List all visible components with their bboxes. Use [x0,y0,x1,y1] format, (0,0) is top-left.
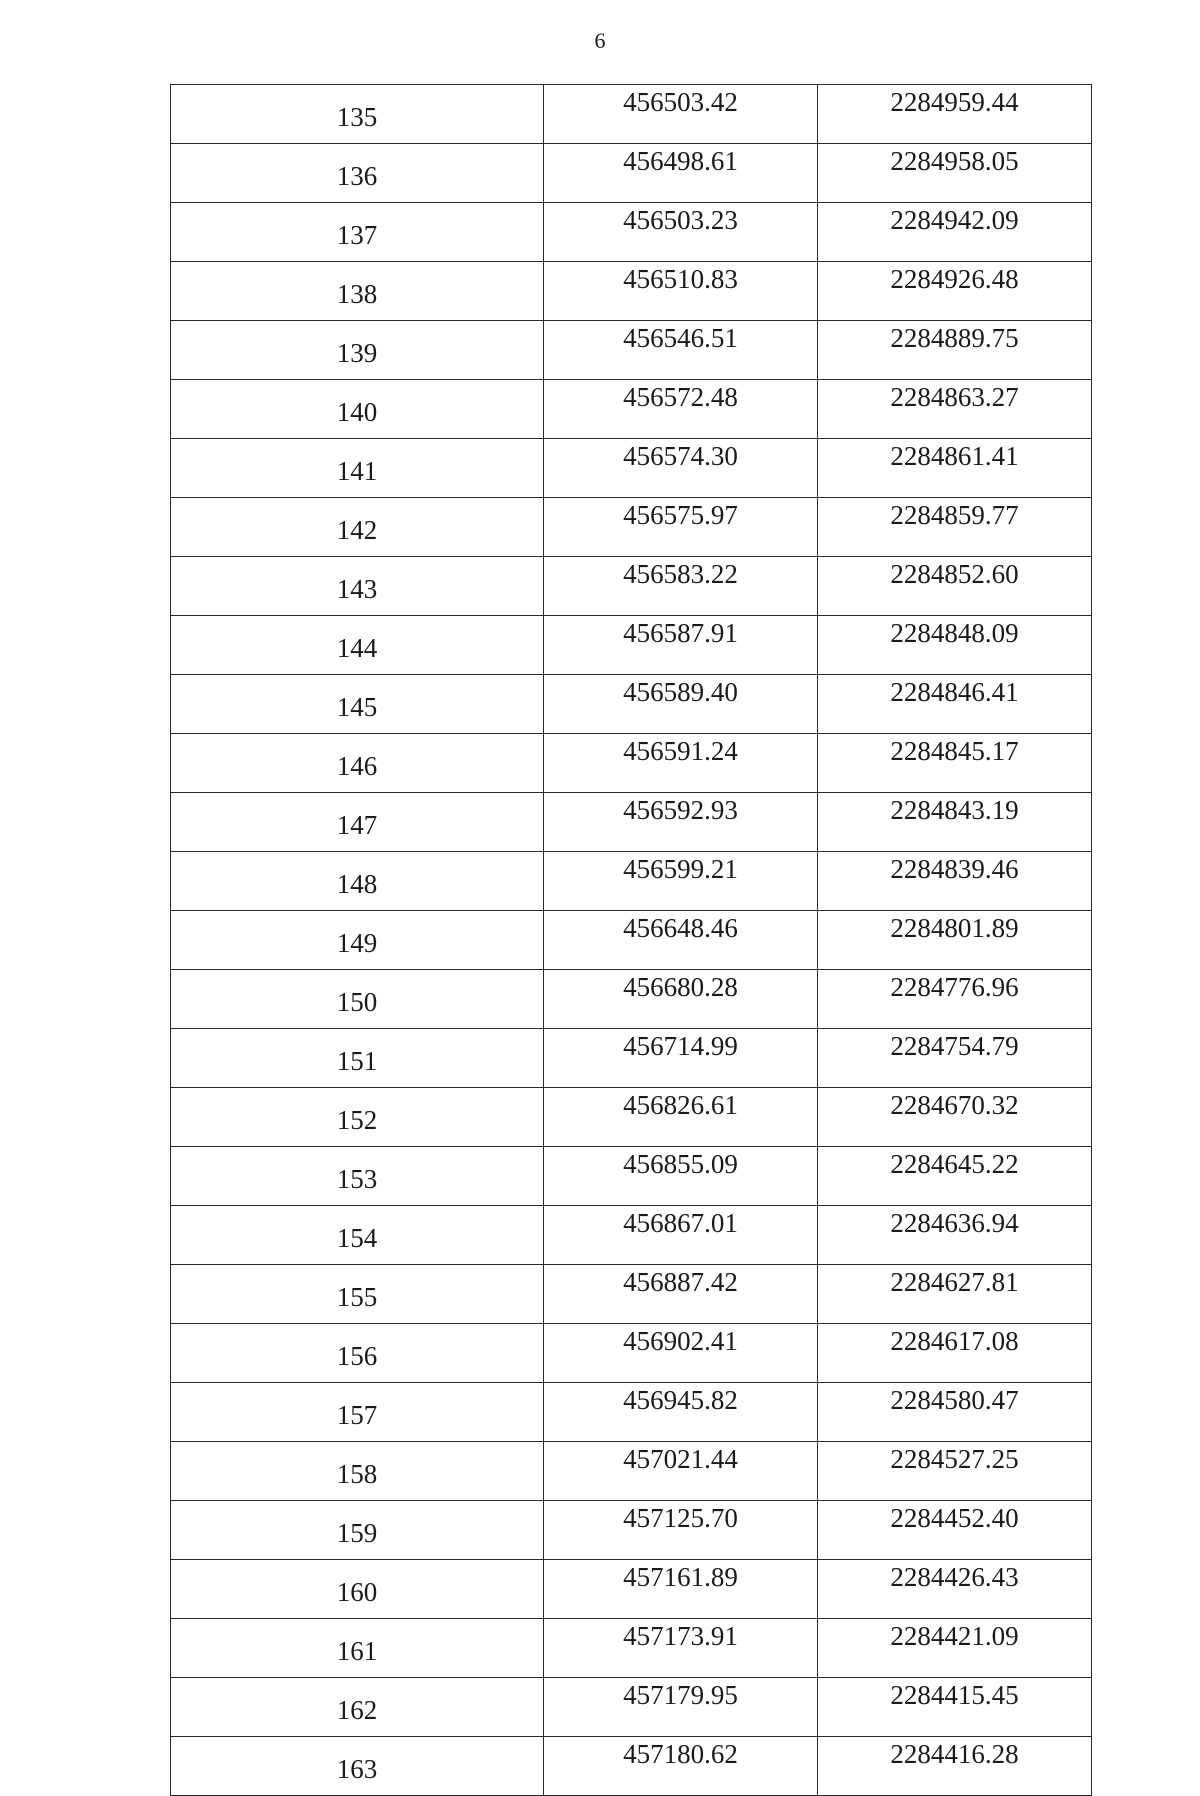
x-coordinate-cell: 456714.99 [544,1029,818,1088]
x-coordinate-cell: 456648.46 [544,911,818,970]
y-coordinate-cell: 2284889.75 [818,321,1092,380]
x-coordinate-cell: 456867.01 [544,1206,818,1265]
table-row [171,1029,1092,1088]
x-coordinate-cell: 456902.41 [544,1324,818,1383]
y-coordinate-cell: 2284426.43 [818,1560,1092,1619]
x-coordinate-cell: 456546.51 [544,321,818,380]
point-number-cell: 156 [171,1324,544,1383]
table-row [171,498,1092,557]
y-coordinate-cell: 2284859.77 [818,498,1092,557]
y-coordinate-cell: 2284645.22 [818,1147,1092,1206]
y-coordinate-cell: 2284848.09 [818,616,1092,675]
table-row [171,1265,1092,1324]
y-coordinate-cell: 2284421.09 [818,1619,1092,1678]
point-number-cell: 144 [171,616,544,675]
y-coordinate-cell: 2284754.79 [818,1029,1092,1088]
x-coordinate-cell: 456587.91 [544,616,818,675]
x-coordinate-cell: 456503.23 [544,203,818,262]
page-number: 6 [594,28,606,53]
table-row [171,616,1092,675]
table-row [171,911,1092,970]
y-coordinate-cell: 2284926.48 [818,262,1092,321]
point-number-cell: 145 [171,675,544,734]
y-coordinate-cell: 2284959.44 [818,85,1092,144]
table-row [171,1560,1092,1619]
x-coordinate-cell: 457180.62 [544,1737,818,1796]
x-coordinate-cell: 456680.28 [544,970,818,1029]
y-coordinate-cell: 2284845.17 [818,734,1092,793]
x-coordinate-cell: 456575.97 [544,498,818,557]
x-coordinate-cell: 456887.42 [544,1265,818,1324]
point-number-cell: 143 [171,557,544,616]
point-number-cell: 157 [171,1383,544,1442]
table-row [171,557,1092,616]
point-number-cell: 139 [171,321,544,380]
x-coordinate-cell: 456945.82 [544,1383,818,1442]
table-row [171,1206,1092,1265]
x-coordinate-cell: 457173.91 [544,1619,818,1678]
point-number-cell: 138 [171,262,544,321]
table-row [171,1088,1092,1147]
y-coordinate-cell: 2284861.41 [818,439,1092,498]
point-number-cell: 155 [171,1265,544,1324]
y-coordinate-cell: 2284617.08 [818,1324,1092,1383]
y-coordinate-cell: 2284846.41 [818,675,1092,734]
point-number-cell: 152 [171,1088,544,1147]
coordinates-table [170,84,1092,1796]
point-number-cell: 135 [171,85,544,144]
table-row [171,262,1092,321]
x-coordinate-cell: 456599.21 [544,852,818,911]
x-coordinate-cell: 456855.09 [544,1147,818,1206]
table-row [171,734,1092,793]
y-coordinate-cell: 2284863.27 [818,380,1092,439]
y-coordinate-cell: 2284839.46 [818,852,1092,911]
point-number-cell: 161 [171,1619,544,1678]
y-coordinate-cell: 2284416.28 [818,1737,1092,1796]
point-number-cell: 163 [171,1737,544,1796]
table-row [171,144,1092,203]
table-row [171,380,1092,439]
point-number-cell: 136 [171,144,544,203]
point-number-cell: 140 [171,380,544,439]
y-coordinate-cell: 2284958.05 [818,144,1092,203]
y-coordinate-cell: 2284452.40 [818,1501,1092,1560]
point-number-cell: 154 [171,1206,544,1265]
x-coordinate-cell: 457161.89 [544,1560,818,1619]
point-number-cell: 150 [171,970,544,1029]
table-row [171,1501,1092,1560]
table-row [171,1442,1092,1501]
point-number-cell: 141 [171,439,544,498]
point-number-cell: 151 [171,1029,544,1088]
x-coordinate-cell: 456583.22 [544,557,818,616]
x-coordinate-cell: 456572.48 [544,380,818,439]
x-coordinate-cell: 456498.61 [544,144,818,203]
point-number-cell: 160 [171,1560,544,1619]
x-coordinate-cell: 456826.61 [544,1088,818,1147]
y-coordinate-cell: 2284527.25 [818,1442,1092,1501]
table-row [171,970,1092,1029]
x-coordinate-cell: 457179.95 [544,1678,818,1737]
point-number-cell: 149 [171,911,544,970]
table-row [171,1737,1092,1796]
table-row [171,1324,1092,1383]
y-coordinate-cell: 2284670.32 [818,1088,1092,1147]
coordinates-table-body [171,85,1092,1796]
point-number-cell: 158 [171,1442,544,1501]
y-coordinate-cell: 2284580.47 [818,1383,1092,1442]
x-coordinate-cell: 456592.93 [544,793,818,852]
point-number-cell: 153 [171,1147,544,1206]
x-coordinate-cell: 457021.44 [544,1442,818,1501]
table-row [171,675,1092,734]
y-coordinate-cell: 2284776.96 [818,970,1092,1029]
table-row [171,203,1092,262]
table-row [171,793,1092,852]
y-coordinate-cell: 2284852.60 [818,557,1092,616]
y-coordinate-cell: 2284627.81 [818,1265,1092,1324]
y-coordinate-cell: 2284636.94 [818,1206,1092,1265]
table-row [171,439,1092,498]
point-number-cell: 146 [171,734,544,793]
x-coordinate-cell: 456503.42 [544,85,818,144]
table-row [171,85,1092,144]
table-row [171,1147,1092,1206]
x-coordinate-cell: 457125.70 [544,1501,818,1560]
point-number-cell: 159 [171,1501,544,1560]
y-coordinate-cell: 2284415.45 [818,1678,1092,1737]
point-number-cell: 137 [171,203,544,262]
point-number-cell: 148 [171,852,544,911]
y-coordinate-cell: 2284801.89 [818,911,1092,970]
y-coordinate-cell: 2284942.09 [818,203,1092,262]
table-row [171,1678,1092,1737]
x-coordinate-cell: 456574.30 [544,439,818,498]
x-coordinate-cell: 456589.40 [544,675,818,734]
x-coordinate-cell: 456510.83 [544,262,818,321]
y-coordinate-cell: 2284843.19 [818,793,1092,852]
table-row [171,321,1092,380]
table-row [171,1383,1092,1442]
x-coordinate-cell: 456591.24 [544,734,818,793]
point-number-cell: 147 [171,793,544,852]
point-number-cell: 162 [171,1678,544,1737]
table-row [171,852,1092,911]
table-row [171,1619,1092,1678]
point-number-cell: 142 [171,498,544,557]
